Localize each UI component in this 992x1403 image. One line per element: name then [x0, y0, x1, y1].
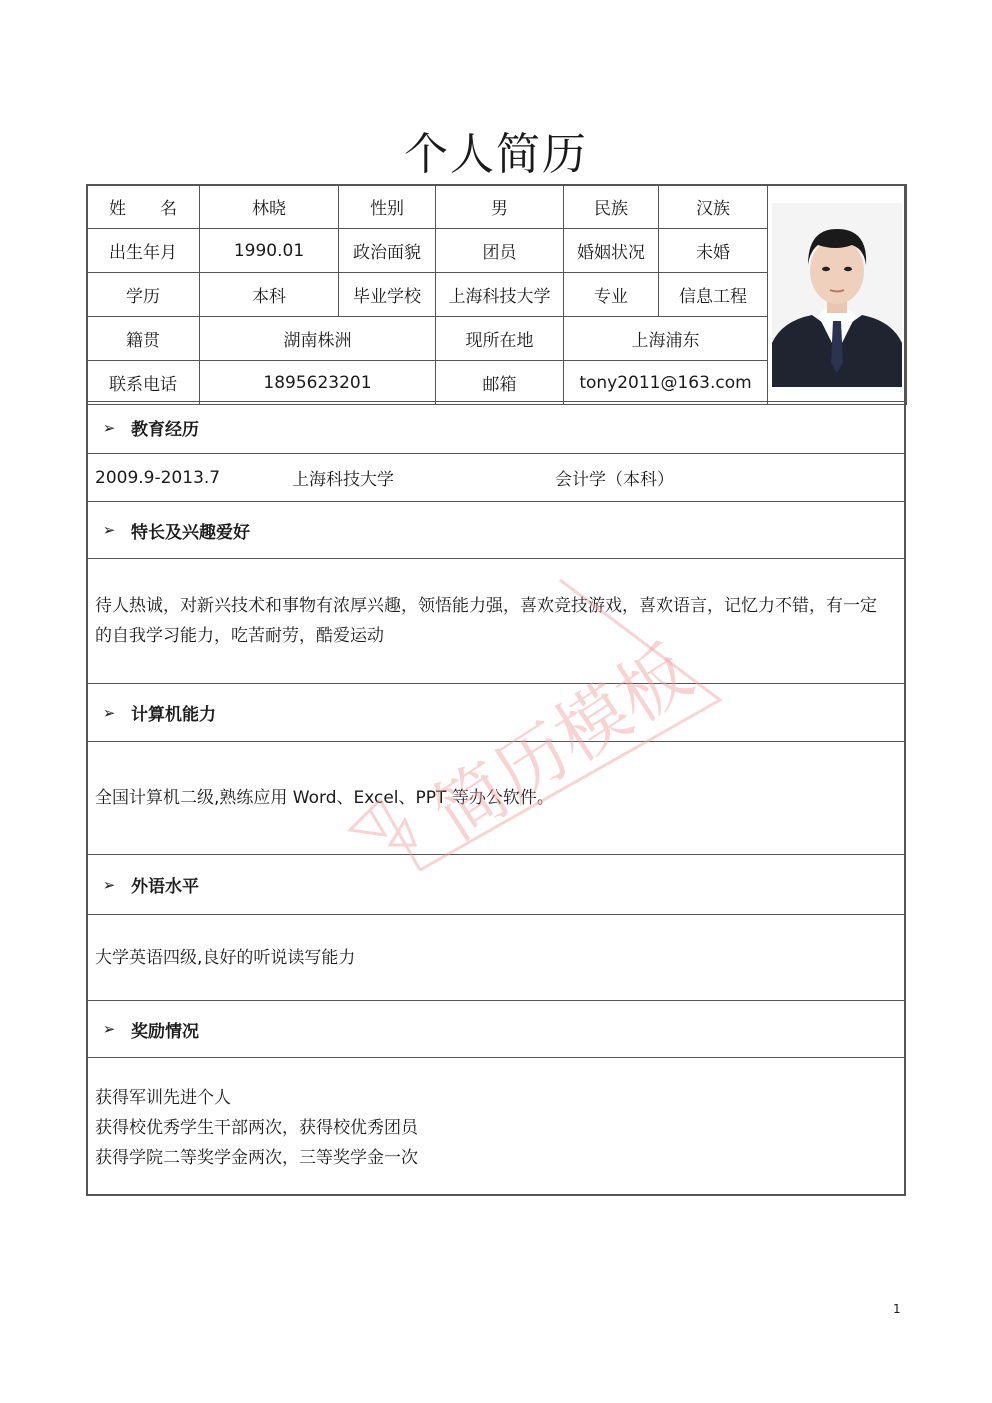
bullet-arrow-icon: ➢: [102, 703, 116, 722]
school-label: 毕业学校: [339, 273, 436, 317]
hometown-label: 籍贯: [87, 317, 200, 361]
watermark-text: 简历模板: [418, 629, 707, 857]
birth-label: 出生年月: [87, 229, 200, 273]
name-value: 林晓: [200, 185, 339, 229]
politics-value: 团员: [436, 229, 564, 273]
hobbies-line-1: 待人热诚，对新兴技术和事物有浓厚兴趣，领悟能力强，喜欢竞技游戏，喜欢语言，记忆力不错，有一定: [95, 596, 877, 616]
marital-label: 婚姻状况: [564, 229, 659, 273]
award-item: 获得校优秀学生干部两次，获得校优秀团员: [95, 1118, 418, 1138]
bullet-arrow-icon: ➢: [102, 521, 116, 539]
language-title: 外语水平: [131, 877, 199, 897]
computer-title: 计算机能力: [131, 705, 216, 725]
bullet-arrow-icon: ➢: [102, 1020, 116, 1038]
gender-value: 男: [436, 185, 564, 229]
awards-title: 奖励情况: [131, 1021, 199, 1042]
degree-label: 学历: [87, 273, 200, 317]
bullet-arrow-icon: ➢: [102, 418, 116, 437]
email-value: tony2011@163.com: [564, 361, 768, 405]
major-value: 信息工程: [659, 273, 768, 317]
birth-value: 1990.01: [200, 229, 339, 273]
education-period: 2009.9-2013.7: [95, 467, 221, 488]
hobbies-line-2: 的自我学习能力，吃苦耐劳，酷爱运动: [95, 626, 384, 646]
gender-label: 性别: [339, 185, 436, 229]
computer-text: 全国计算机二级,熟练应用 Word、Excel、PPT 等办公软件。: [95, 788, 554, 808]
resume-frame: [86, 184, 906, 1196]
marital-value: 未婚: [659, 229, 768, 273]
ethnicity-label: 民族: [564, 185, 659, 229]
page-title: 个人简历: [404, 129, 588, 180]
award-item: 获得军训先进个人: [95, 1088, 231, 1108]
bullet-arrow-icon: ➢: [102, 875, 116, 894]
award-item: 获得学院二等奖学金两次，三等奖学金一次: [95, 1148, 418, 1168]
residence-value: 上海浦东: [564, 317, 768, 361]
school-value: 上海科技大学: [436, 273, 564, 317]
hometown-value: 湖南株洲: [200, 317, 436, 361]
language-text: 大学英语四级,良好的听说读写能力: [95, 948, 356, 968]
phone-value: 1895623201: [200, 361, 436, 405]
education-major: 会计学（本科）: [555, 470, 674, 490]
politics-label: 政治面貌: [339, 229, 436, 273]
education-title: 教育经历: [131, 420, 199, 440]
hobbies-title: 特长及兴趣爱好: [131, 522, 250, 543]
page-number: 1: [893, 1302, 901, 1316]
degree-value: 本科: [200, 273, 339, 317]
email-label: 邮箱: [436, 361, 564, 405]
education-school: 上海科技大学: [292, 470, 394, 490]
major-label: 专业: [564, 273, 659, 317]
residence-label: 现所在地: [436, 317, 564, 361]
phone-label: 联系电话: [87, 361, 200, 405]
name-label: 姓 名: [87, 185, 200, 229]
ethnicity-value: 汉族: [659, 185, 768, 229]
